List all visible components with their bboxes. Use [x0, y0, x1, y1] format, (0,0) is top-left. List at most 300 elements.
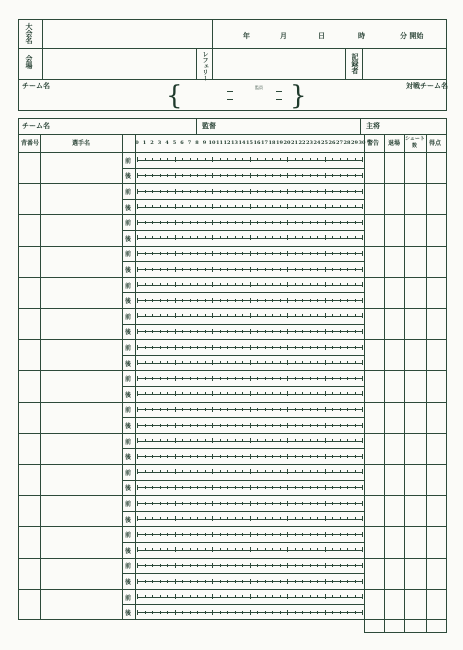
minute-tick	[362, 298, 363, 303]
minute-tick	[362, 423, 363, 428]
minute-tick	[272, 299, 273, 302]
minute-tick	[302, 346, 303, 349]
minute-tick	[250, 563, 251, 568]
minute-tick	[190, 470, 191, 473]
minute-tick	[347, 595, 348, 598]
minute-tick	[347, 205, 348, 208]
minute-tick	[310, 283, 311, 286]
minute-tick	[310, 361, 311, 364]
minute-tick	[257, 283, 258, 286]
minute-tick	[175, 251, 176, 256]
minute-tick	[287, 189, 288, 194]
minute-tick	[272, 377, 273, 380]
minute-tick	[145, 517, 146, 520]
minute-tick	[257, 205, 258, 208]
minute-tick	[347, 236, 348, 239]
minute-tick	[280, 470, 281, 473]
shots-col-header-1: シュート	[405, 136, 425, 142]
minute-tick	[175, 204, 176, 209]
minute-tick	[287, 610, 288, 615]
minute-tick	[355, 517, 356, 520]
minute-tick	[295, 205, 296, 208]
minute-tick	[317, 470, 318, 473]
minute-tick	[302, 548, 303, 551]
minute-tick	[265, 236, 266, 239]
minute-tick	[175, 516, 176, 521]
divider	[135, 134, 136, 620]
minute-tick	[355, 392, 356, 395]
minute-tick	[340, 283, 341, 286]
minute-tick	[197, 314, 198, 317]
match-info-box	[18, 19, 447, 111]
minute-tick	[310, 611, 311, 614]
minute-tick	[137, 532, 138, 537]
minute-tick	[295, 361, 296, 364]
minute-tick	[287, 251, 288, 256]
minute-tick	[362, 329, 363, 334]
minute-tick	[332, 330, 333, 333]
minute-tick	[235, 548, 236, 551]
minute-tick	[280, 595, 281, 598]
minute-tick	[355, 377, 356, 380]
minute-tick	[287, 532, 288, 537]
minute-tick	[182, 455, 183, 458]
minute-tick	[182, 517, 183, 520]
minute-tick	[242, 361, 243, 364]
half-divider	[122, 199, 364, 200]
minute-tick	[362, 485, 363, 490]
minute-tick	[257, 564, 258, 567]
minute-tick	[265, 252, 266, 255]
minute-tick	[295, 314, 296, 317]
minute-tick	[235, 580, 236, 583]
minute-tick	[332, 486, 333, 489]
hour-label: 時	[358, 31, 365, 40]
minute-tick	[235, 283, 236, 286]
minute-tick	[167, 346, 168, 349]
minute-tick	[310, 392, 311, 395]
minute-tick	[280, 252, 281, 255]
minute-tick	[280, 221, 281, 224]
minute-tick	[205, 330, 206, 333]
minute-tick	[227, 548, 228, 551]
minute-tick	[175, 376, 176, 381]
minute-tick	[235, 221, 236, 224]
minute-tick	[340, 314, 341, 317]
minute-tick	[332, 190, 333, 193]
minute-tick	[137, 547, 138, 552]
minute-tick	[212, 501, 213, 506]
minute-tick	[310, 174, 311, 177]
minute-tick	[332, 392, 333, 395]
minute-tick	[310, 564, 311, 567]
minute-tick	[302, 205, 303, 208]
minute-tick	[302, 595, 303, 598]
minute-tick	[182, 283, 183, 286]
minute-tick	[347, 548, 348, 551]
minute-tick	[220, 174, 221, 177]
minute-tick	[340, 252, 341, 255]
minute-tick	[317, 408, 318, 411]
minute-tick	[340, 205, 341, 208]
minute-label: 13	[231, 140, 238, 146]
player-row-divider	[18, 308, 447, 309]
minute-tick	[235, 564, 236, 567]
minute-tick	[205, 517, 206, 520]
minute-tick	[280, 502, 281, 505]
minute-tick	[182, 361, 183, 364]
minute-tick	[347, 252, 348, 255]
minute-tick	[137, 235, 138, 240]
second-half-label: 後	[125, 204, 132, 212]
minute-tick	[175, 329, 176, 334]
minute-tick	[302, 158, 303, 161]
minute-label: 1	[142, 140, 147, 146]
minute-tick	[250, 423, 251, 428]
divider	[18, 79, 447, 80]
minute-tick	[295, 502, 296, 505]
minute-tick	[167, 299, 168, 302]
minute-tick	[152, 424, 153, 427]
minute-tick	[197, 268, 198, 271]
player-row-divider	[18, 214, 447, 215]
minute-tick	[227, 205, 228, 208]
minute-tick	[272, 533, 273, 536]
minute-tick	[332, 502, 333, 505]
minute-tick	[220, 346, 221, 349]
minute-tick	[182, 314, 183, 317]
minute-tick	[205, 190, 206, 193]
minute-tick	[197, 158, 198, 161]
minute-tick	[272, 564, 273, 567]
minute-tick	[310, 190, 311, 193]
minute-tick	[160, 252, 161, 255]
minute-tick	[250, 532, 251, 537]
minute-tick	[362, 251, 363, 256]
half-divider	[122, 292, 364, 293]
minute-tick	[145, 299, 146, 302]
half-divider	[122, 542, 364, 543]
minute-tick	[317, 221, 318, 224]
minute-tick	[212, 547, 213, 552]
minute-tick	[182, 595, 183, 598]
minute-tick	[152, 283, 153, 286]
minute-tick	[325, 173, 326, 178]
minute-tick	[197, 486, 198, 489]
half-divider	[122, 511, 364, 512]
minute-tick	[310, 580, 311, 583]
first-half-label: 前	[125, 563, 132, 571]
minute-tick	[355, 564, 356, 567]
minute-tick	[272, 190, 273, 193]
minute-label: 25	[321, 140, 328, 146]
minute-tick	[137, 563, 138, 568]
minute-tick	[167, 330, 168, 333]
minute-tick	[250, 329, 251, 334]
minute-tick	[317, 252, 318, 255]
minute-tick	[227, 486, 228, 489]
minute-tick	[235, 314, 236, 317]
minute-tick	[280, 424, 281, 427]
minute-tick	[145, 377, 146, 380]
minute-tick	[362, 267, 363, 272]
minute-tick	[250, 438, 251, 443]
minute-tick	[182, 158, 183, 161]
minute-tick	[265, 346, 266, 349]
minute-tick	[332, 424, 333, 427]
minute-tick	[257, 611, 258, 614]
minute-tick	[362, 391, 363, 396]
minute-tick	[280, 158, 281, 161]
minute-tick	[355, 299, 356, 302]
minute-tick	[205, 424, 206, 427]
minute-tick	[235, 470, 236, 473]
minute-tick	[175, 298, 176, 303]
minute-tick	[235, 611, 236, 614]
minute-label: 8	[195, 140, 199, 146]
minute-tick	[152, 252, 153, 255]
minute-label: 26	[328, 140, 336, 146]
minute-tick	[137, 313, 138, 318]
minute-tick	[235, 502, 236, 505]
minute-tick	[190, 533, 191, 536]
minute-tick	[227, 314, 228, 317]
minute-label: 19	[276, 140, 283, 146]
minute-tick	[242, 408, 243, 411]
minute-label: 10	[208, 140, 216, 146]
minute-tick	[272, 424, 273, 427]
minute-tick	[272, 408, 273, 411]
minute-tick	[272, 268, 273, 271]
divider	[360, 118, 361, 134]
minute-tick	[137, 157, 138, 162]
minute-tick	[175, 235, 176, 240]
minute-tick	[280, 439, 281, 442]
minute-tick	[250, 485, 251, 490]
minute-tick	[137, 407, 138, 412]
minute-tick	[280, 268, 281, 271]
minute-tick	[182, 236, 183, 239]
minute-tick	[235, 299, 236, 302]
minute-tick	[190, 158, 191, 161]
minute-tick	[197, 330, 198, 333]
minute-tick	[220, 221, 221, 224]
minute-tick	[190, 439, 191, 442]
minute-tick	[295, 548, 296, 551]
minute-tick	[355, 455, 356, 458]
minute-tick	[302, 330, 303, 333]
minute-tick	[220, 595, 221, 598]
minute-tick	[145, 486, 146, 489]
minute-tick	[302, 455, 303, 458]
minute-tick	[257, 455, 258, 458]
minute-tick	[287, 469, 288, 474]
minute-tick	[167, 408, 168, 411]
minute-tick	[212, 516, 213, 521]
minute-tick	[250, 345, 251, 350]
minute-tick	[265, 283, 266, 286]
minute-tick	[227, 377, 228, 380]
minute-tick	[310, 377, 311, 380]
minute-tick	[325, 501, 326, 506]
minute-tick	[152, 221, 153, 224]
minute-tick	[265, 205, 266, 208]
minute-tick	[220, 533, 221, 536]
minute-tick	[280, 190, 281, 193]
minute-tick	[212, 313, 213, 318]
minute-tick	[160, 268, 161, 271]
minute-tick	[295, 455, 296, 458]
half-divider	[122, 573, 364, 574]
minute-tick	[355, 346, 356, 349]
minute-tick	[197, 346, 198, 349]
second-half-label: 後	[125, 454, 132, 462]
minute-tick	[197, 548, 198, 551]
minute-tick	[257, 221, 258, 224]
minute-tick	[167, 595, 168, 598]
minute-tick	[205, 268, 206, 271]
minute-tick	[325, 204, 326, 209]
minute-tick	[362, 469, 363, 474]
minute-tick	[355, 330, 356, 333]
minute-tick	[272, 517, 273, 520]
minute-tick	[212, 391, 213, 396]
minute-tick	[167, 470, 168, 473]
minute-tick	[227, 252, 228, 255]
minute-tick	[212, 189, 213, 194]
minute-tick	[145, 205, 146, 208]
minute-label: 24	[313, 140, 321, 146]
divider	[364, 632, 447, 633]
second-half-label: 後	[125, 516, 132, 524]
minute-tick	[257, 346, 258, 349]
minute-tick	[152, 502, 153, 505]
first-half-label: 前	[125, 594, 132, 602]
minute-tick	[242, 221, 243, 224]
minute-tick	[152, 346, 153, 349]
minute-tick	[182, 564, 183, 567]
minute-tick	[347, 158, 348, 161]
minute-tick	[160, 314, 161, 317]
minute-tick	[265, 268, 266, 271]
minute-tick	[152, 236, 153, 239]
minute-tick	[160, 377, 161, 380]
minute-tick	[332, 533, 333, 536]
minute-tick	[182, 268, 183, 271]
minute-tick	[160, 533, 161, 536]
minute-tick	[295, 611, 296, 614]
minute-tick	[190, 502, 191, 505]
minute-tick	[280, 330, 281, 333]
minute-tick	[355, 314, 356, 317]
minute-tick	[212, 157, 213, 162]
minute-tick	[242, 205, 243, 208]
minute-tick	[347, 190, 348, 193]
minute-tick	[212, 485, 213, 490]
minute-tick	[347, 299, 348, 302]
minute-label: 12	[223, 140, 231, 146]
referee-label: レフェリー	[201, 51, 208, 81]
minute-tick	[205, 221, 206, 224]
minute-tick	[355, 470, 356, 473]
minute-tick	[227, 330, 228, 333]
minute-tick	[167, 455, 168, 458]
minute-tick	[250, 282, 251, 287]
minute-tick	[280, 346, 281, 349]
minute-label: 21	[291, 140, 298, 146]
minute-tick	[332, 548, 333, 551]
minute-tick	[152, 205, 153, 208]
minute-tick	[167, 252, 168, 255]
minute-tick	[347, 424, 348, 427]
minute-tick	[317, 580, 318, 583]
minute-tick	[362, 313, 363, 318]
minute-tick	[220, 330, 221, 333]
minute-tick	[362, 235, 363, 240]
minute-tick	[265, 158, 266, 161]
minute-tick	[137, 173, 138, 178]
minute-tick	[235, 455, 236, 458]
minute-tick	[250, 173, 251, 178]
minute-tick	[160, 221, 161, 224]
minute-tick	[212, 376, 213, 381]
minute-tick	[152, 377, 153, 380]
minute-tick	[220, 377, 221, 380]
minute-tick	[227, 190, 228, 193]
minute-tick	[167, 564, 168, 567]
minute-tick	[310, 533, 311, 536]
minute-tick	[220, 299, 221, 302]
minute-tick	[167, 205, 168, 208]
recorder-label: 記録者	[351, 53, 360, 74]
minute-tick	[355, 548, 356, 551]
minute-tick	[175, 407, 176, 412]
minute-tick	[205, 361, 206, 364]
minute-tick	[272, 611, 273, 614]
minute-tick	[190, 252, 191, 255]
minute-tick	[190, 221, 191, 224]
minute-tick	[250, 267, 251, 272]
minute-tick	[272, 158, 273, 161]
minute-tick	[212, 235, 213, 240]
minute-tick	[362, 189, 363, 194]
minute-tick	[190, 346, 191, 349]
minute-tick	[190, 190, 191, 193]
minute-tick	[287, 220, 288, 225]
player-row-divider	[18, 339, 447, 340]
first-half-label: 前	[125, 251, 132, 259]
minute-tick	[137, 438, 138, 443]
roster-team-label: チーム名	[22, 121, 50, 130]
minute-tick	[227, 470, 228, 473]
half-divider	[122, 604, 364, 605]
minute-tick	[145, 314, 146, 317]
minute-tick	[205, 283, 206, 286]
minute-tick	[145, 502, 146, 505]
minute-tick	[137, 204, 138, 209]
minute-tick	[317, 361, 318, 364]
minute-tick	[235, 252, 236, 255]
minute-tick	[220, 486, 221, 489]
minute-tick	[317, 283, 318, 286]
minute-tick	[167, 174, 168, 177]
minute-tick	[152, 455, 153, 458]
minute-tick	[145, 268, 146, 271]
minute-tick	[280, 205, 281, 208]
roster-table	[18, 118, 447, 620]
minute-label: 17	[261, 140, 268, 146]
minute-tick	[325, 610, 326, 615]
